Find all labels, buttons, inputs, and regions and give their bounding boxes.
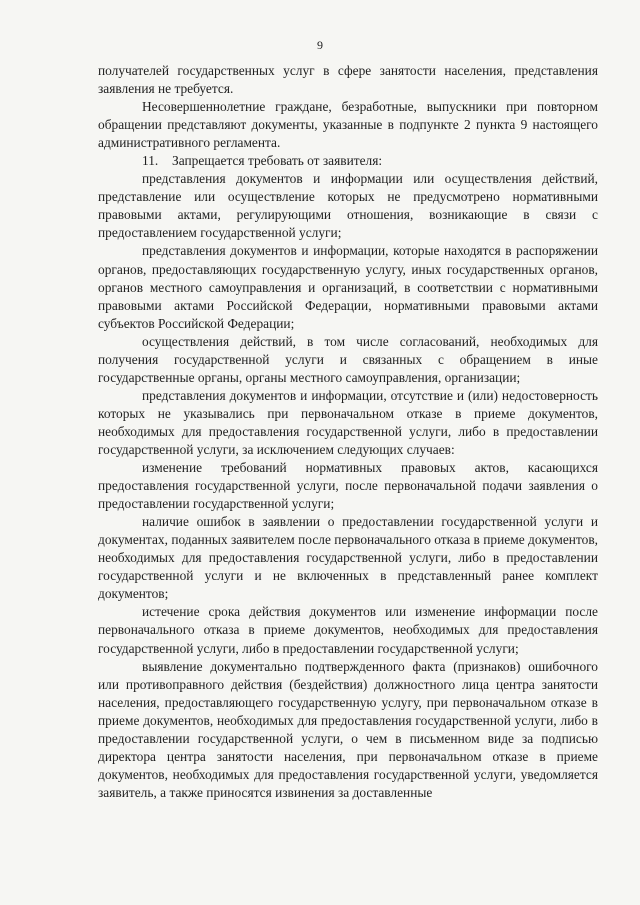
paragraph: истечение срока действия документов или изменение информации после первоначального отказа в приеме документов, необходимых для предоставления государственной услуги, либо в предоставлении государственной услуги; xyxy=(98,604,598,656)
item-number: 11. xyxy=(142,153,159,169)
paragraph: изменение требований нормативных правовых актов, касающихся предоставления государственной услуги, после первоначальной подачи заявления о предоставлении государственной услуги; xyxy=(98,460,598,512)
paragraph: получателей государственных услуг в сфере занятости населения, представления заявления не требуется. xyxy=(98,63,598,97)
item-text: Запрещается требовать от заявителя: xyxy=(172,153,383,169)
document-body xyxy=(98,62,598,802)
paragraph: представления документов и информации, отсутствие и (или) недостоверность которых не указывались при первоначальном отказе в приеме документов, необходимых для предоставления государственной услуги, либо в предоставлении государственной услуги, за исключением следующих случаев: xyxy=(98,387,598,457)
paragraph: представления документов и информации, которые находятся в распоряжении органов, предоставляющих государственную услугу, иных государственных органов, органов местного самоуправления и организаций, в соответствии с нормативными правовыми актами Российской Федерации, нормативными правовыми актами субъектов Российской Федерации; xyxy=(98,243,598,331)
page-number: 9 xyxy=(317,38,323,52)
paragraph: осуществления действий, в том числе согласований, необходимых для получения государственной услуги и связанных с обращением в иные государственные органы, органы местного самоуправления, организации; xyxy=(98,333,598,385)
paragraph: выявление документально подтвержденного факта (признаков) ошибочного или противоправного действия (бездействия) должностного лица центра занятости населения, предоставляющего государственную услугу, при первоначальном отказе в приеме документов, необходимых для предоставления государственной услуги, либо в предоставлении государственной услуги, о чем в письменном виде за подписью директора центра занятости населения, при первоначальном отказе в приеме документов, необходимых для предоставления государственной услуги, уведомляется заявитель, а также приносятся извинения за доставленные xyxy=(98,658,598,800)
paragraph: Несовершеннолетние граждане, безработные, выпускники при повторном обращении представляют документы, указанные в подпункте 2 пункта 9 настоящего административного регламента. xyxy=(98,99,598,151)
numbered-item xyxy=(98,152,598,170)
paragraph: представления документов и информации или осуществления действий, представление или осуществление которых не предусмотрено нормативными правовыми актами, регулирующими отношения, возникающие в связи с предоставлением государственной услуги; xyxy=(98,171,598,241)
paragraph: наличие ошибок в заявлении о предоставлении государственной услуги и документах, поданных заявителем после первоначального отказа в приеме документов, необходимых для предоставления государственной услуги, либо в предоставлении государственной услуги и не включенных в представленный ранее комплект документов; xyxy=(98,514,598,602)
